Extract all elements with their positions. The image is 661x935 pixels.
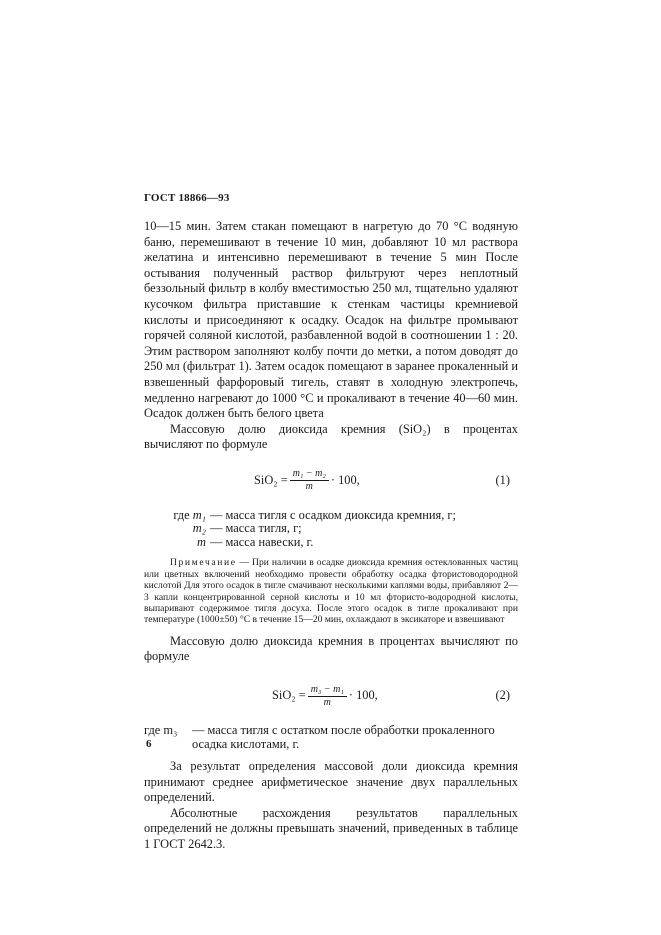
- formula-1-lhs: SiO₂ =: [254, 473, 288, 488]
- variable-symbol: где m₁: [173, 507, 206, 522]
- page-number: 6: [146, 738, 152, 750]
- variable-symbol: m₂: [192, 521, 206, 536]
- variable-symbol: где m₃: [144, 723, 178, 738]
- variables-list-2: [144, 723, 518, 751]
- note-text: — При наличии в осадке диоксида кремния остеклованных частиц или цветных включений необходимо провести обработку осадка фтористоводородной кислотой Для этого осадок в тигле смачивают несколькими каплями воды, прибавляют 2—3 капли концентрированной серной кислоты и 10 мл фтористо-водородной кислоты, выпаривают содержимое тигля досуха. После этого осадок в тигле прокаливают при температуре (1000±50) °С в течение 15—20 мин, охлаждают в эксикаторе и взвешивают: [144, 557, 518, 626]
- paragraph-formula-intro-1: Массовую долю диоксида кремния (SiO₂) в процентах вычисляют по формуле: [144, 421, 518, 452]
- formula-2-rhs: · 100,: [348, 688, 378, 703]
- formula-2-numerator: m₃ − m₁: [308, 684, 347, 697]
- formula-1-numerator: m₁ − m₂: [290, 468, 329, 481]
- formula-1: [144, 459, 518, 503]
- variable-row: [144, 536, 518, 550]
- formula-2-lhs: SiO₂ =: [272, 688, 306, 703]
- formula-1-denominator: m: [305, 481, 313, 493]
- variable-description: — масса тигля с остатком после обработки прокаленного осадка кислотами, г.: [192, 723, 495, 752]
- note: [144, 557, 518, 625]
- paragraph-tolerance: Абсолютные расхождения результатов параллельных определений не должны превышать значений, приведенных в таблице 1 ГОСТ 2642.3.: [144, 805, 518, 851]
- paragraph-result: За результат определения массовой доли диоксида кремния принимают среднее арифметическое значение двух параллельных определений.: [144, 759, 518, 805]
- formula-2-fraction: [308, 684, 347, 709]
- paragraph-formula-intro-2: Массовую долю диоксида кремния в процентах вычисляют по формуле: [144, 633, 518, 664]
- formula-1-rhs: · 100,: [330, 473, 360, 488]
- formula-2-denominator: m: [323, 696, 331, 708]
- formula-2-number: (2): [495, 688, 510, 703]
- variable-description: — масса тигля, г;: [210, 521, 302, 536]
- formula-2: [144, 675, 518, 717]
- variable-symbol: m: [197, 534, 206, 549]
- variable-description: — масса навески, г.: [210, 534, 314, 549]
- paragraph-procedure: 10—15 мин. Затем стакан помещают в нагретую до 70 °С водяную баню, перемешивают в течение 10 мин, добавляют 10 мл раствора желатина и интенсивно перемешивают в течение 5 мин После остывания полученный раствор фильтруют через неплотный беззольный фильтр в колбу вместимостью 250 мл, тщательно удаляют кусочком фильтра приставшие к стенкам частицы кремниевой кислоты и присоединяют к осадку. Осадок на фильтре промывают горячей соляной кислотой, разбавленной водой в соотношении 1 : 20. Этим раствором заполняют колбу почти до метки, а потом доводят до 250 мл (фильтрат 1). Затем осадок помещают в заранее прокаленный и взвешенный фарфоровый тигель, ставят в холодную электропечь, медленно нагревают до 1000 °С и прокаливают в течение 40—60 мин. Осадок должен быть белого цвета: [144, 219, 518, 421]
- body-text: [144, 219, 518, 853]
- page-header: ГОСТ 18866—93: [144, 192, 230, 204]
- variables-list-1: [144, 509, 518, 550]
- formula-1-fraction: [290, 468, 329, 493]
- variable-description: — масса тигля с осадком диоксида кремния, г;: [210, 507, 456, 522]
- formula-1-number: (1): [495, 473, 510, 488]
- note-label: Примечание: [170, 557, 237, 569]
- variable-row: [144, 522, 518, 536]
- variable-row: [144, 509, 518, 523]
